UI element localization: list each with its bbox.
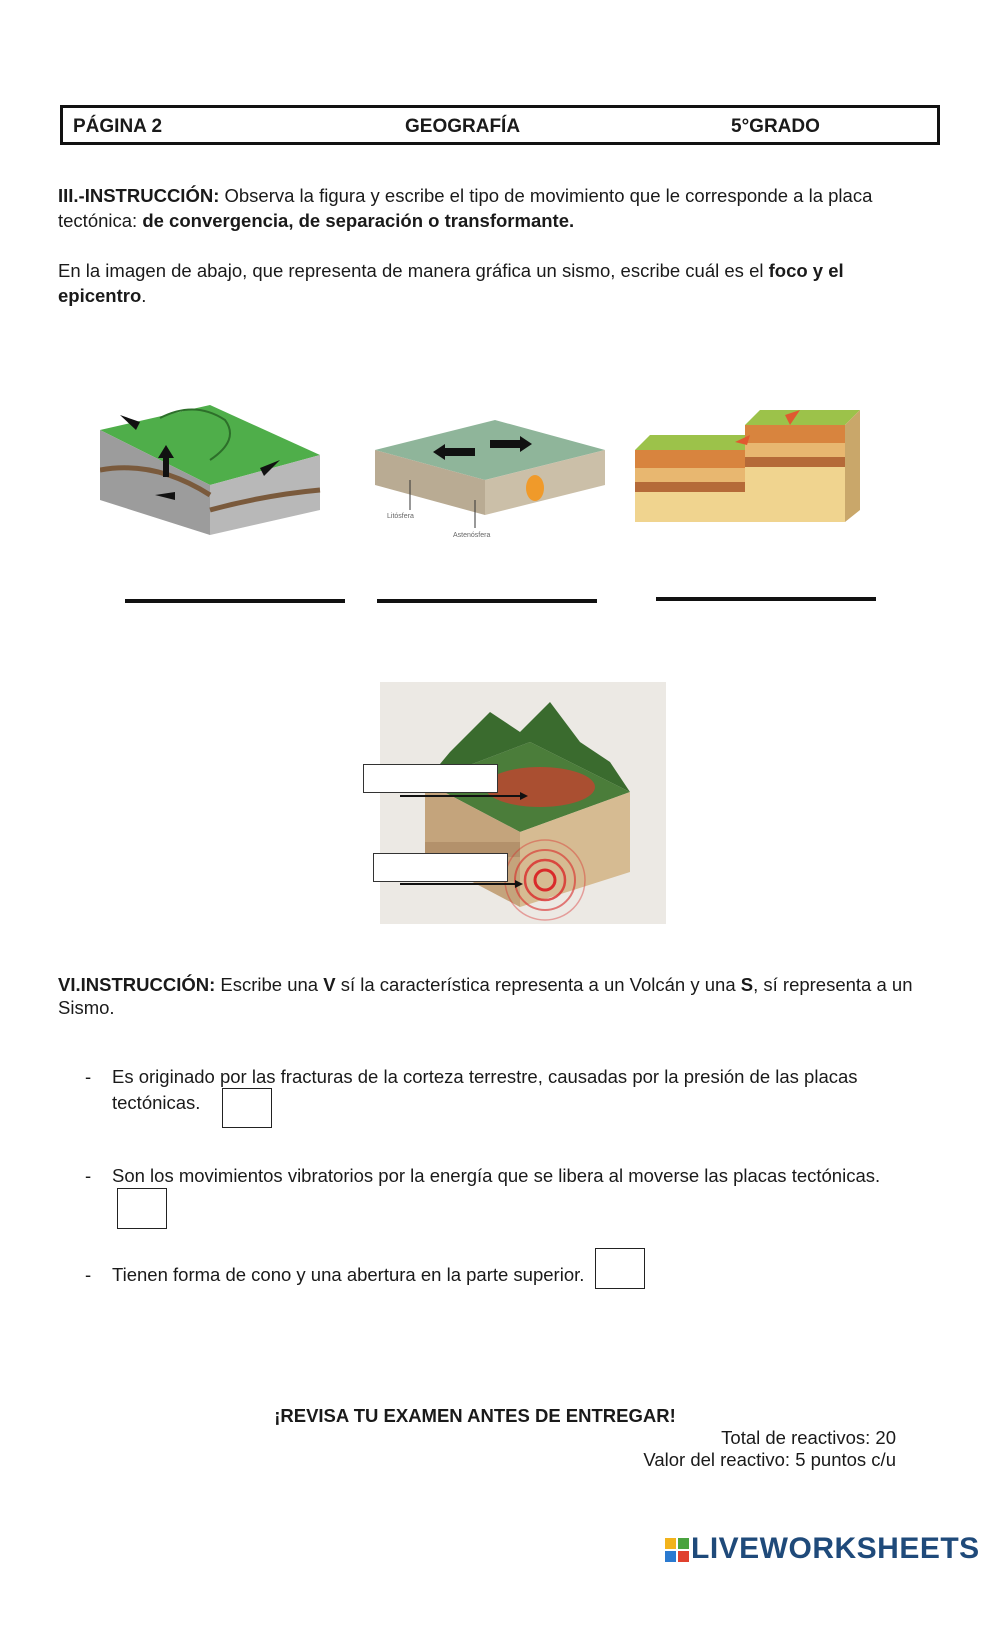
item-3-answer-box[interactable] <box>595 1248 645 1289</box>
item-1-line1: Es originado por las fracturas de la corteza terrestre, causadas por la presión de las placas <box>112 1066 858 1087</box>
instruction-sismo-bold2: epicentro <box>58 285 142 306</box>
item-value: Valor del reactivo: 5 puntos c/u <box>643 1449 896 1470</box>
item-1-dash: - <box>85 1066 92 1087</box>
instruction-6-v: V <box>323 974 336 995</box>
asthenosphere-label: Astenósfera <box>453 532 491 539</box>
instruction-6-s: S <box>740 974 754 995</box>
item-1-answer-box[interactable] <box>222 1088 272 1128</box>
instruction-6-t3: , sí representa a un Sismo. <box>58 974 913 1018</box>
epicenter-answer-box[interactable] <box>363 764 498 793</box>
item-3-text: Tienen forma de cono y una abertura en la parte superior. <box>112 1264 585 1285</box>
review-reminder: ¡REVISA TU EXAMEN ANTES DE ENTREGAR! <box>274 1405 676 1426</box>
liveworksheets-logo-icon <box>665 1538 689 1562</box>
item-2-dash: - <box>85 1165 92 1186</box>
earthquake-figure <box>380 682 666 924</box>
instruction-6 <box>58 973 938 1019</box>
answer-line-1[interactable] <box>125 599 345 603</box>
answer-line-2[interactable] <box>377 599 597 603</box>
header-box <box>60 105 940 145</box>
instruction-3 <box>58 183 938 233</box>
instruction-6-t2: sí la característica representa a un Volcán y una <box>335 974 741 995</box>
grade-label: 5°GRADO <box>731 116 820 137</box>
item-2-answer-box[interactable] <box>117 1188 167 1229</box>
instruction-6-lead: VI.INSTRUCCIÓN: <box>58 974 216 995</box>
transform-plate-figure <box>635 400 865 540</box>
total-items: Total de reactivos: 20 <box>721 1427 896 1448</box>
subject-title: GEOGRAFÍA <box>405 116 521 137</box>
liveworksheets-logo <box>665 1532 980 1568</box>
answer-line-3[interactable] <box>656 597 876 601</box>
instruction-sismo-text: En la imagen de abajo, que representa de manera gráfica un sismo, escribe cuál es el <box>58 260 769 281</box>
liveworksheets-logo-text: LIVEWORKSHEETS <box>691 1532 980 1565</box>
instruction-3-text: Observa la figura y escribe el tipo de movimiento que le corresponde a la placa tectónica: <box>58 185 873 231</box>
focus-answer-box[interactable] <box>373 853 508 882</box>
item-2-text: Son los movimientos vibratorios por la energía que se libera al moverse las placas tectónicas. <box>112 1165 881 1186</box>
item-3-dash: - <box>85 1264 92 1285</box>
instruction-sismo-bold1: foco y el <box>768 260 844 281</box>
page-number: PÁGINA 2 <box>73 116 163 137</box>
instruction-6-t1: Escribe una <box>215 974 324 995</box>
instruction-sismo-end: . <box>141 285 147 306</box>
instruction-3-lead: III.-INSTRUCCIÓN: <box>58 185 220 206</box>
instruction-3-options: de convergencia, de separación o transformante. <box>142 210 575 231</box>
divergent-plate-figure <box>375 420 605 550</box>
convergent-plate-figure <box>100 400 330 540</box>
item-1-line2: tectónicas. <box>112 1092 201 1113</box>
instruction-sismo <box>58 258 938 308</box>
lithosphere-label: Litósfera <box>387 513 414 520</box>
